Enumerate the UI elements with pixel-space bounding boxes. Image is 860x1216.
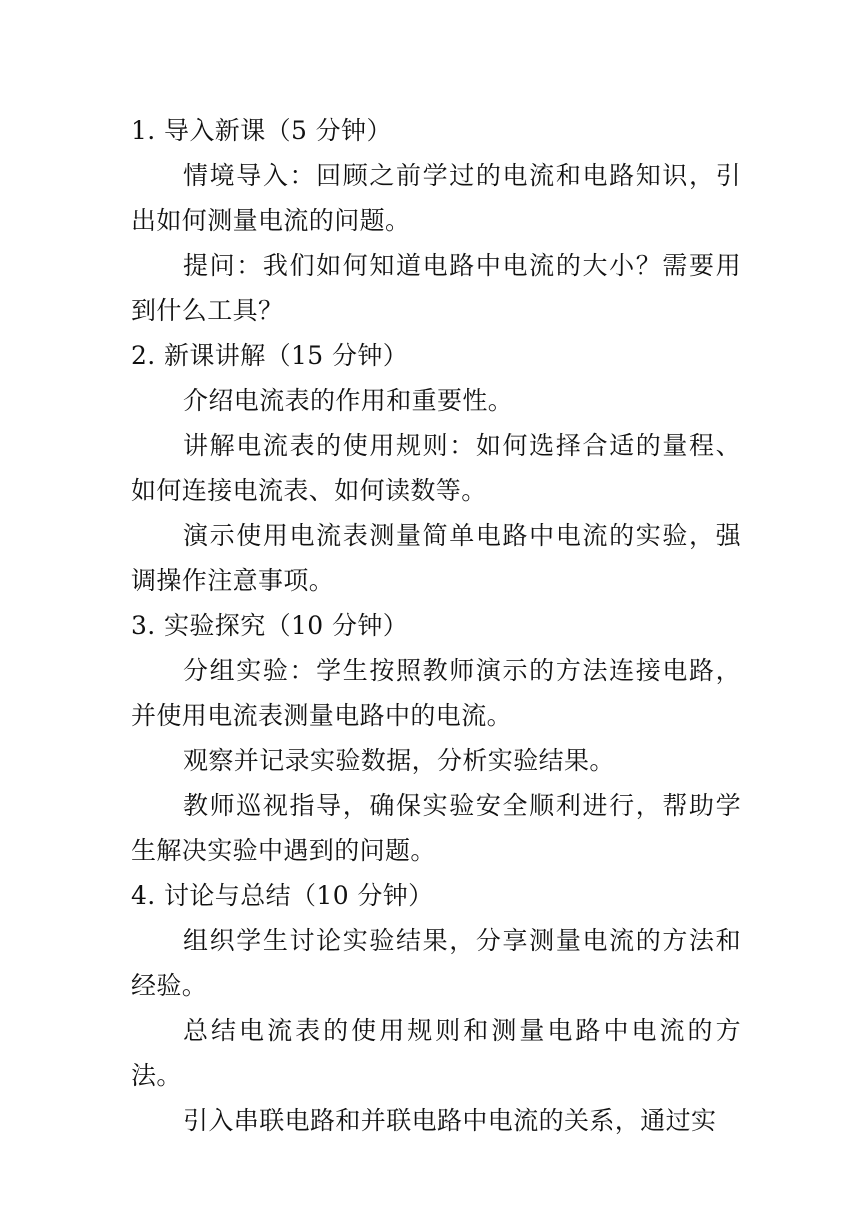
paragraph: 演示使用电流表测量简单电路中电流的实验，强调操作注意事项。 xyxy=(131,521,741,595)
paragraph: 观察并记录实验数据，分析实验结果。 xyxy=(183,746,615,775)
section-heading: 2. 新课讲解（15 分钟） xyxy=(131,341,409,370)
section-heading: 3. 实验探究（10 分钟） xyxy=(131,611,409,640)
paragraph: 提问：我们如何知道电路中电流的大小？需要用到什么工具？ xyxy=(131,251,741,325)
paragraph: 总结电流表的使用规则和测量电路中电流的方法。 xyxy=(131,1016,741,1090)
paragraph: 组织学生讨论实验结果，分享测量电流的方法和经验。 xyxy=(131,926,741,1000)
paragraph: 分组实验：学生按照教师演示的方法连接电路，并使用电流表测量电路中的电流。 xyxy=(131,656,741,730)
paragraph: 教师巡视指导，确保实验安全顺利进行，帮助学生解决实验中遇到的问题。 xyxy=(131,791,741,865)
paragraph: 情境导入：回顾之前学过的电流和电路知识，引出如何测量电流的问题。 xyxy=(131,161,741,235)
section-heading: 4. 讨论与总结（10 分钟） xyxy=(131,881,434,910)
paragraph: 讲解电流表的使用规则：如何选择合适的量程、如何连接电流表、如何读数等。 xyxy=(131,431,741,505)
document-body xyxy=(131,108,741,1143)
paragraph: 介绍电流表的作用和重要性。 xyxy=(183,386,514,415)
paragraph: 引入串联电路和并联电路中电流的关系，通过实 xyxy=(183,1106,717,1135)
section-heading: 1. 导入新课（5 分钟） xyxy=(131,116,392,145)
